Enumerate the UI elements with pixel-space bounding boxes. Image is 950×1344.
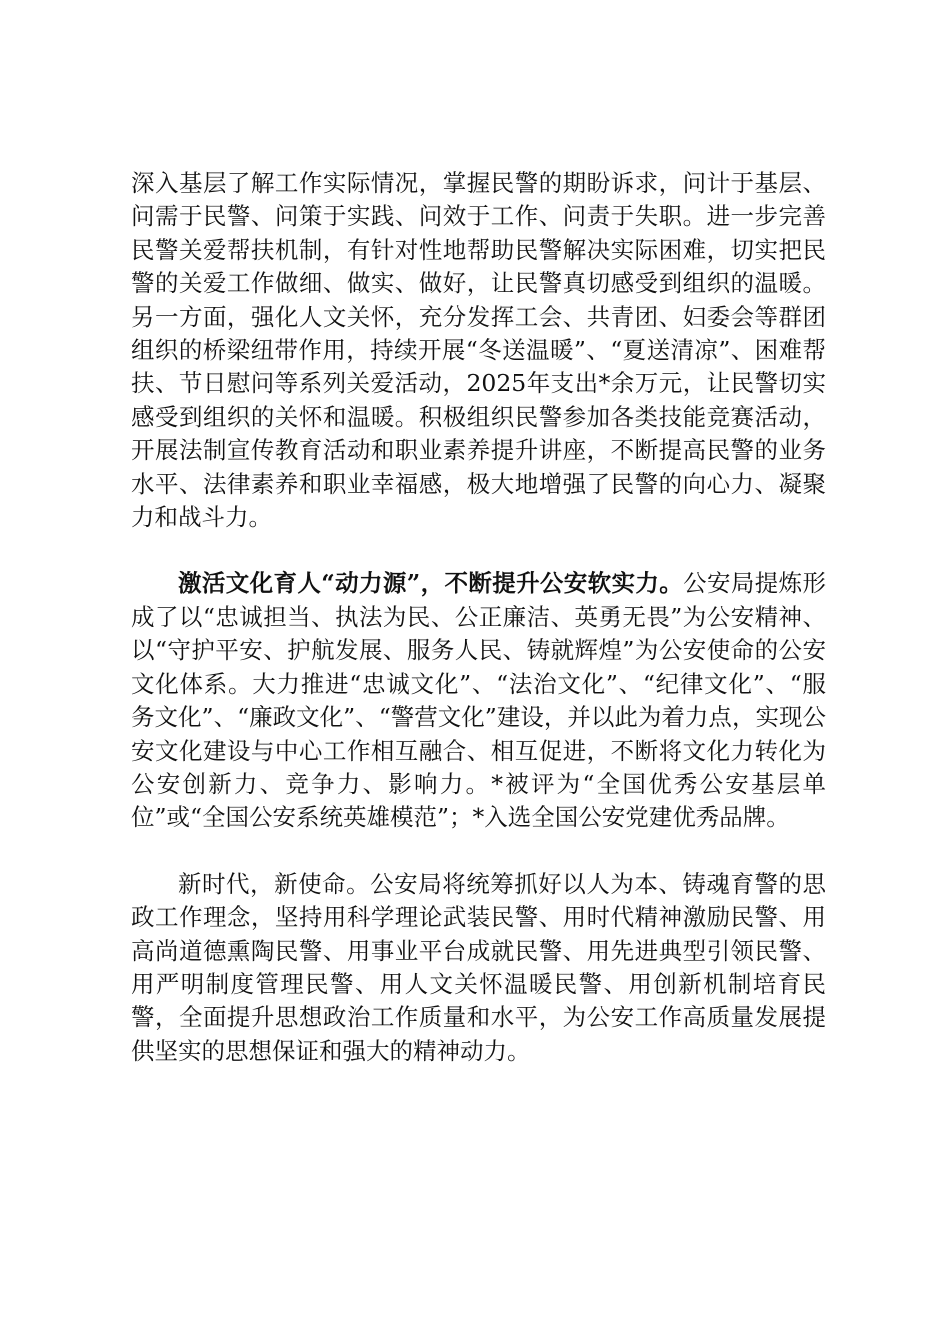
paragraph-heading: 激活文化育人“动力源”，不断提升公安软实力。 [178, 569, 684, 598]
paragraph-text: 新时代，新使命。公安局将统筹抓好以人为本、铸魂育警的思政工作理念，坚持用科学理论武装民警、用时代精神激励民警、用高尚道德熏陶民警、用事业平台成就民警、用先进典型引领民警、用严明制度管理民警、用人文关怀温暖民警、用创新机制培育民警，全面提升思想政治工作质量和水平，为公安工作高质量发展提供坚实的思想保证和强大的精神动力。 [131, 869, 826, 1065]
paragraph-culture [131, 567, 826, 834]
paragraph-conclusion [131, 868, 826, 1068]
paragraph-text: 公安局提炼形成了以“忠诚担当、执法为民、公正廉洁、英勇无畏”为公安精神、以“守护平安、护航发展、服务人民、铸就辉煌”为公安使命的公安文化体系。大力推进“忠诚文化”、“法治文化”、“纪律文化”、“服务文化”、“廉政文化”、“警营文化”建设，并以此为着力点，实现公安文化建设与中心工作相互融合、相互促进，不断将文化力转化为公安创新力、竞争力、影响力。*被评为“全国优秀公安基层单位”或“全国公安系统英雄模范”；*入选全国公安党建优秀品牌。 [131, 569, 826, 832]
document-body [131, 167, 826, 1068]
paragraph-text: 深入基层了解工作实际情况，掌握民警的期盼诉求，问计于基层、问需于民警、问策于实践、问效于工作、问责于失职。进一步完善民警关爱帮扶机制，有针对性地帮助民警解决实际困难，切实把民警的关爱工作做细、做实、做好，让民警真切感受到组织的温暖。另一方面，强化人文关怀，充分发挥工会、共青团、妇委会等群团组织的桥梁纽带作用，持续开展“冬送温暖”、“夏送清凉”、困难帮扶、节日慰问等系列关爱活动，2025年支出*余万元，让民警切实感受到组织的关怀和温暖。积极组织民警参加各类技能竞赛活动，开展法制宣传教育活动和职业素养提升讲座，不断提高民警的业务水平、法律素养和职业幸福感，极大地增强了民警的向心力、凝聚力和战斗力。 [131, 169, 826, 532]
paragraph-continuation [131, 167, 826, 534]
